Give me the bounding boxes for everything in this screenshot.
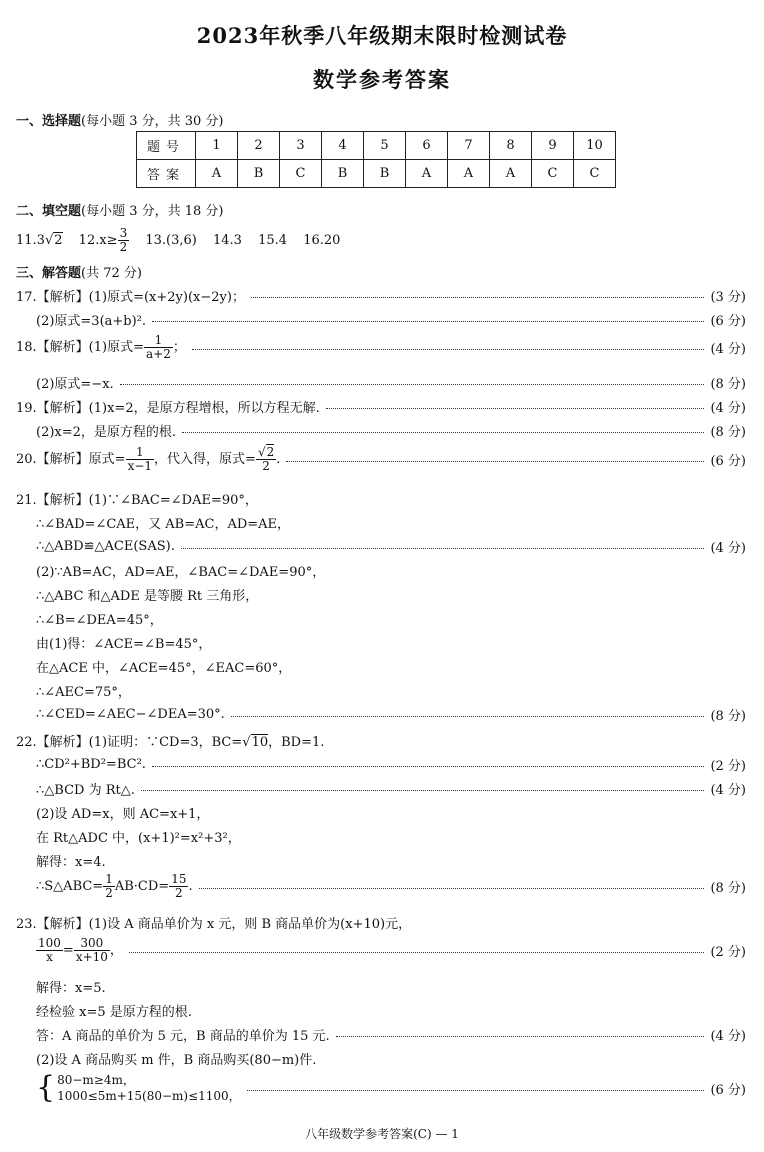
line-text: 23.【解析】(1)设 A 商品单价为 x 元，则 B 商品单价为(x+10)元， (16, 917, 412, 932)
line-text: 在 Rt△ADC 中，(x+1)²=x²+3²， (36, 831, 241, 846)
dot-leader (247, 1090, 705, 1091)
line-text: ∴△ABC 和△ADE 是等腰 Rt 三角形， (36, 589, 259, 604)
solution-line (36, 373, 746, 392)
solution-line (36, 310, 746, 329)
solution-line (16, 286, 746, 305)
solution-line (36, 657, 746, 676)
numerator: 3 (119, 226, 128, 240)
inequality: 1000≤5m+15(80−m)≤1100， (57, 1089, 241, 1103)
line-text: ∴∠CED=∠AEC−∠DEA=30°. (36, 707, 225, 722)
text-part: ， (109, 943, 123, 958)
solution-line (36, 851, 746, 870)
text-part: ，代入得，原式= (154, 452, 256, 467)
table-cell: 1 (196, 132, 238, 160)
fraction (103, 873, 115, 900)
inequality: 80−m≥4m， (57, 1073, 135, 1087)
fraction (118, 227, 130, 254)
dot-leader (129, 952, 705, 953)
table-cell: 8 (490, 132, 532, 160)
score-label: (3 分) (710, 290, 746, 305)
score-label: (4 分) (710, 342, 746, 357)
section-note: (每小题 3 分，共 18 分) (81, 204, 224, 219)
solution-line (36, 803, 746, 822)
fraction (144, 334, 173, 361)
solution-line (36, 421, 746, 440)
dot-leader (336, 1036, 705, 1037)
left-brace-icon: { (36, 1070, 56, 1105)
table-cell: B (322, 160, 364, 188)
score-label: (6 分) (710, 454, 746, 469)
solution-line (16, 334, 746, 361)
dot-leader (152, 766, 705, 767)
answer-q13: 13.(3,6) (145, 233, 197, 248)
denominator: 2 (105, 886, 113, 900)
solution-line (36, 1072, 746, 1104)
table-header-cell: 题号 (137, 132, 196, 160)
line-text (36, 1072, 241, 1104)
line-text: ∴CD²+BD²=BC². (36, 757, 146, 772)
line-text: ∴∠AEC=75°， (36, 685, 131, 700)
numerator: 15 (171, 872, 187, 886)
solution-line (36, 937, 746, 964)
radicand: 10 (251, 735, 269, 750)
text-part: AB·CD= (114, 879, 170, 894)
solution-line (36, 513, 746, 532)
dot-leader (199, 888, 705, 889)
score-label: (2 分) (710, 759, 746, 774)
text-part: = (62, 943, 74, 958)
answer-q11: 11.3√2 (16, 233, 63, 248)
section-label: 三、解答题 (16, 266, 82, 281)
line-text: 17.【解析】(1)原式=(x+2y)(x−2y)； (16, 290, 245, 305)
table-row-numbers (137, 132, 616, 160)
score-label: (8 分) (710, 709, 746, 724)
numerator: √2 (257, 445, 275, 459)
line-text: (2)设 AD=x，则 AC=x+1， (36, 807, 210, 822)
solution-line (16, 397, 746, 416)
radicand: 2 (266, 445, 275, 459)
dot-leader (141, 790, 705, 791)
table-cell: C (574, 160, 616, 188)
solution-line (36, 609, 746, 628)
dot-leader (326, 408, 705, 409)
fill-answers-line (16, 227, 352, 254)
table-header-cell: 答案 (137, 160, 196, 188)
solution-line (16, 913, 746, 932)
score-label: (8 分) (710, 425, 746, 440)
section-note: (共 72 分) (81, 266, 142, 281)
line-text: 21.【解析】(1)∵∠BAC=∠DAE=90°， (16, 493, 258, 508)
text-part: ； (172, 340, 186, 355)
denominator: x−1 (127, 459, 153, 473)
section-choice-heading (16, 110, 224, 129)
solution-line (36, 1049, 746, 1068)
dot-leader (286, 461, 704, 462)
solution-line (16, 489, 746, 508)
answer-q14: 14.3 (213, 233, 242, 248)
numerator: 100 (38, 936, 61, 950)
fraction (126, 446, 154, 473)
line-text: 19.【解析】(1)x=2，是原方程增根，所以方程无解. (16, 401, 320, 416)
solution-line (36, 1025, 746, 1044)
dot-leader (152, 321, 704, 322)
text-part: ∴S△ABC= (36, 879, 104, 894)
table-cell: C (280, 160, 322, 188)
table-cell: 2 (238, 132, 280, 160)
score-label: (4 分) (710, 401, 746, 416)
score-label: (8 分) (710, 377, 746, 392)
dot-leader (182, 432, 704, 433)
text-part: 20.【解析】原式= (16, 452, 126, 467)
line-text: 经检验 x=5 是原方程的根. (36, 1005, 192, 1020)
score-label: (4 分) (710, 783, 746, 798)
page-title: 2023年秋季八年级期末限时检测试卷 (196, 23, 568, 48)
table-row-answers (137, 160, 616, 188)
score-label: (4 分) (710, 1029, 746, 1044)
fraction (256, 446, 276, 473)
page-footer: 八年级数学参考答案(C) — 1 (305, 1127, 459, 1141)
line-text: (2)设 A 商品购买 m 件，B 商品购买(80−m)件. (36, 1053, 317, 1068)
score-label: (2 分) (710, 945, 746, 960)
text-part: 18.【解析】(1)原式= (16, 340, 144, 355)
dot-leader (181, 548, 705, 549)
page-subtitle: 数学参考答案 (313, 67, 451, 92)
line-text: 答：A 商品的单价为 5 元，B 商品的单价为 15 元. (36, 1029, 330, 1044)
score-label: (6 分) (710, 1082, 746, 1098)
numerator: 1 (126, 446, 154, 460)
choice-answer-table (136, 131, 616, 188)
fraction (169, 873, 188, 900)
line-text: 22.【解析】(1)证明：∵CD=3，BC=√10，BD=1. (16, 735, 325, 750)
line-text: (2)原式=3(a+b)². (36, 314, 147, 329)
numerator: 1 (105, 872, 113, 886)
answer-text: 11.3 (16, 233, 45, 248)
solution-line (36, 705, 746, 724)
section-label: 二、填空题 (16, 204, 82, 219)
line-text: 由(1)得：∠ACE=∠B=45°， (36, 637, 212, 652)
numerator: 1 (144, 334, 173, 348)
table-cell: 5 (364, 132, 406, 160)
denominator: 2 (262, 459, 270, 473)
line-text: ∴∠BAD=∠CAE，又 AB=AC，AD=AE， (36, 517, 291, 532)
table-cell: A (196, 160, 238, 188)
answer-q15: 15.4 (258, 233, 288, 248)
text-part: . (188, 879, 193, 894)
table-cell: 7 (448, 132, 490, 160)
line-text (36, 873, 193, 900)
table-cell: A (406, 160, 448, 188)
score-label: (6 分) (710, 314, 746, 329)
table-cell: 6 (406, 132, 448, 160)
line-text: ∴∠B=∠DEA=45°， (36, 613, 163, 628)
denominator: x+10 (75, 950, 108, 964)
text-part: . (276, 452, 281, 467)
table-cell: A (490, 160, 532, 188)
table-cell: B (238, 160, 280, 188)
solution-line (36, 561, 746, 580)
section-note: (每小题 3 分，共 30 分) (81, 114, 224, 129)
solution-line (16, 731, 746, 750)
score-label: (8 分) (710, 881, 746, 896)
denominator: a+2 (145, 347, 171, 361)
line-text: (2)x=2，是原方程的根. (36, 425, 177, 440)
section-solve-heading (16, 262, 142, 281)
dot-leader (231, 716, 705, 717)
line-text: 解得：x=5. (36, 981, 106, 996)
line-text (16, 334, 186, 361)
table-cell: 10 (574, 132, 616, 160)
radicand: 2 (54, 233, 63, 248)
dot-leader (251, 297, 704, 298)
line-text: 解得：x=4. (36, 855, 106, 870)
line-text (16, 446, 280, 473)
answer-text: 12.x≥ (78, 233, 118, 248)
line-text (36, 937, 123, 964)
line-text: ∴△ABD≌△ACE(SAS). (36, 539, 175, 554)
line-text: 在△ACE 中，∠ACE=45°，∠EAC=60°， (36, 661, 292, 676)
line-text: ∴△BCD 为 Rt△. (36, 783, 135, 798)
denominator: x (46, 950, 53, 964)
table-cell: B (364, 160, 406, 188)
solution-line (36, 537, 746, 556)
line-text: (2)∵AB=AC，AD=AE，∠BAC=∠DAE=90°， (36, 565, 326, 580)
solution-line (36, 755, 746, 774)
denominator: 2 (175, 886, 183, 900)
dot-leader (192, 349, 705, 350)
table-cell: 9 (532, 132, 574, 160)
solution-line (16, 446, 746, 473)
fraction (36, 937, 63, 964)
score-label: (4 分) (710, 541, 746, 556)
solution-line (36, 681, 746, 700)
table-cell: C (532, 160, 574, 188)
inequality-system (57, 1072, 241, 1104)
solution-line (36, 779, 746, 798)
fraction (74, 937, 110, 964)
numerator: 300 (74, 937, 110, 951)
table-cell: 3 (280, 132, 322, 160)
solution-line (36, 827, 746, 846)
solution-line (36, 873, 746, 900)
solution-line (36, 977, 746, 996)
dot-leader (120, 384, 705, 385)
text-part: 22.【解析】(1)证明：∵CD=3，BC= (16, 735, 243, 750)
line-text: (2)原式=−x. (36, 377, 114, 392)
answer-q16: 16.20 (303, 233, 341, 248)
table-cell: A (448, 160, 490, 188)
solution-line (36, 1001, 746, 1020)
denominator: 2 (119, 240, 128, 254)
solution-line (36, 585, 746, 604)
text-part: ，BD=1. (268, 735, 325, 750)
section-label: 一、选择题 (16, 114, 82, 129)
table-cell: 4 (322, 132, 364, 160)
solution-line (36, 633, 746, 652)
answer-q12 (78, 226, 130, 254)
section-fill-heading (16, 200, 224, 219)
